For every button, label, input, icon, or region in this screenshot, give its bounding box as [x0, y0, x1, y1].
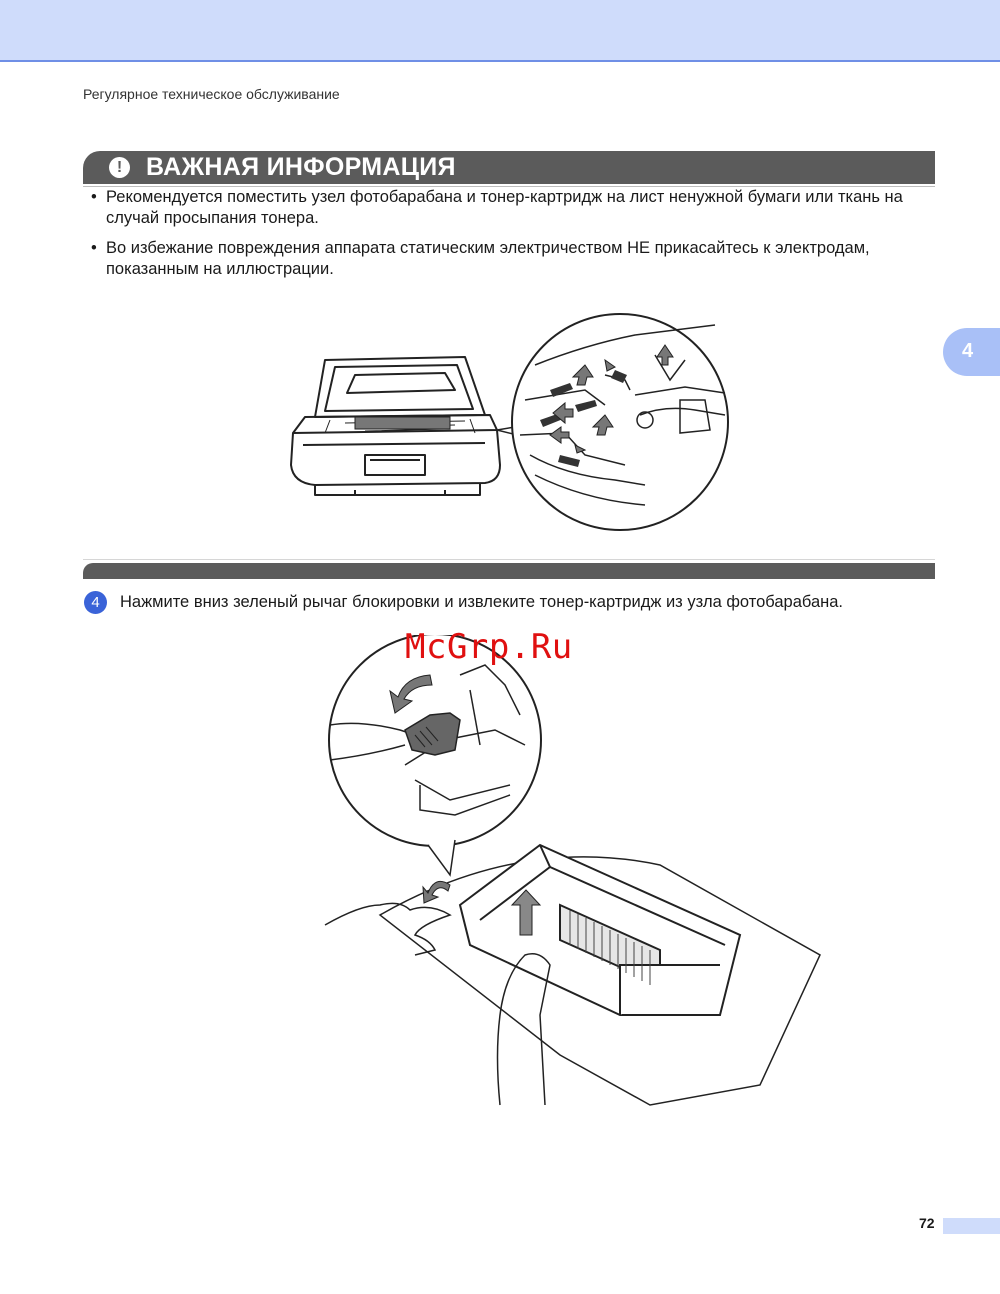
step-divider — [83, 559, 935, 560]
chapter-tab — [943, 328, 1000, 376]
bullet-item — [91, 187, 941, 229]
bullet-item — [91, 238, 941, 280]
callout-pointer — [428, 840, 455, 875]
bullet-marker: • — [91, 239, 97, 257]
top-band — [0, 0, 1000, 62]
page-number: 72 — [919, 1215, 935, 1231]
toner-removal-illustration — [320, 635, 830, 1110]
important-title: ВАЖНАЯ ИНФОРМАЦИЯ — [146, 153, 456, 181]
bullet-text: Рекомендуется поместить узел фотобарабана и тонер-картридж на лист ненужной бумаги или ткань на случай просыпания тонера. — [106, 188, 903, 227]
important-bar — [83, 151, 935, 184]
chapter-number: 4 — [962, 340, 974, 362]
printer-electrodes-illustration — [285, 305, 735, 540]
page-tab — [943, 1218, 1000, 1234]
bullet-text: Во избежание повреждения аппарата статическим электричеством НЕ прикасайтесь к электродам, показанным на иллюстрации. — [106, 239, 870, 278]
important-bullets — [91, 187, 941, 289]
step-bar — [83, 563, 935, 579]
watermark: McGrp.Ru — [405, 627, 573, 667]
exclamation-icon: ! — [109, 157, 130, 178]
step-number-badge: 4 — [84, 591, 107, 614]
bullet-marker: • — [91, 188, 97, 206]
step-instruction: Нажмите вниз зеленый рычаг блокировки и извлеките тонер-картридж из узла фотобарабана. — [120, 593, 844, 611]
running-header: Регулярное техническое обслуживание — [83, 86, 340, 102]
